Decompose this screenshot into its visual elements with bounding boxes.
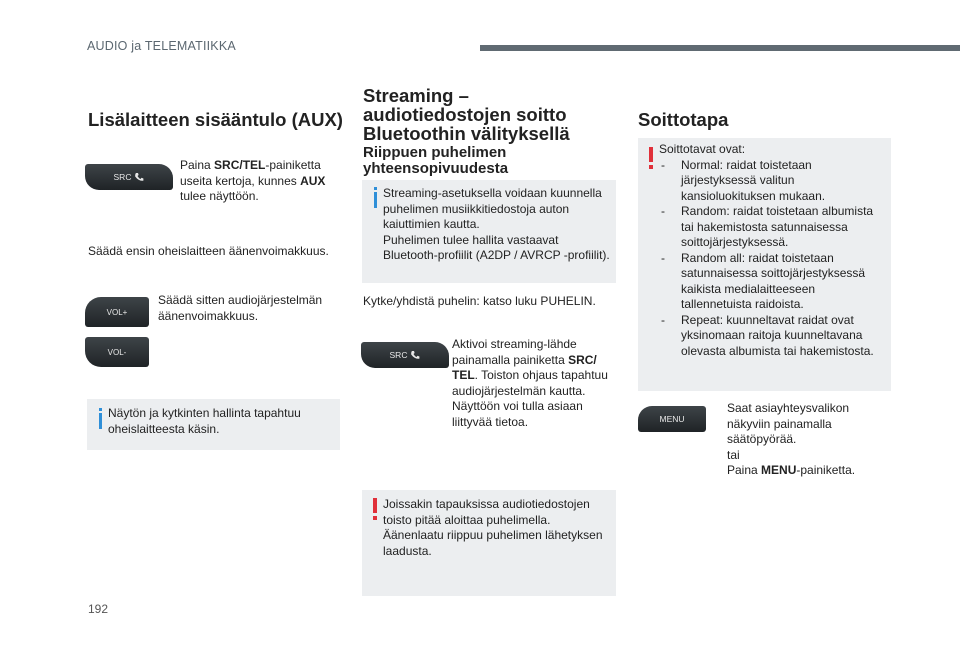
section-header: AUDIO ja TELEMATIIKKA <box>87 39 236 53</box>
aux-step1-text: Paina SRC/TEL-painiketta useita kertoja, kunnes AUX tulee näyttöön. <box>180 158 326 203</box>
src-tel-button-2 <box>361 342 449 368</box>
page-number: 192 <box>88 602 109 616</box>
list-item: - Random: raidat toistetaan albumista tai hakemistosta satunnaisessa soittojärjestyksessä. <box>659 204 887 251</box>
src-button-label-2: SRC <box>389 350 408 360</box>
warning-icon <box>649 147 653 162</box>
list-item: - Random all: raidat toistetaan satunnaisessa soittojärjestyksessä kaikista medialaitteeseen tallennetuista raidoista. <box>659 251 887 313</box>
play-mode-intro: Soittotavat ovat: <box>659 142 746 156</box>
streaming-info-text: Streaming-asetuksella voidaan kuunnella puhelimen musiikkitiedostoja auton kaiuttimien kautta. Puhelimen tulee hallita vastaavat Bluetooth-profiilit (A2DP / AVRCP -profiilit). <box>383 186 610 262</box>
aux-info-text: Näytön ja kytkinten hallinta tapahtuu oheislaitteesta käsin. <box>108 406 301 436</box>
vol-minus-label: VOL- <box>107 347 127 357</box>
streaming-info-box <box>362 180 616 283</box>
phone-icon <box>134 172 144 182</box>
menu-instructions-text: Saat asiayhteysvalikon näkyviin painamalla säätöpyörää. tai Paina MENU-painiketta. <box>727 401 856 477</box>
src-tel-button <box>85 164 173 190</box>
vol-plus-label: VOL+ <box>106 307 128 317</box>
warning-icon <box>373 498 377 513</box>
streaming-connect-text: Kytke/yhdistä puhelin: katso luku PUHELIN. <box>363 294 596 308</box>
streaming-warning-box <box>362 490 616 596</box>
phone-icon <box>410 350 420 360</box>
streaming-subtitle: Riippuen puhelimen yhteensopivuudesta <box>363 144 509 177</box>
play-mode-list <box>659 142 887 359</box>
aux-step2-text: Säädä ensin oheislaitteen äänenvoimakkuus. <box>88 244 329 258</box>
play-mode-warning-box <box>638 138 891 391</box>
info-icon <box>99 413 102 429</box>
streaming-warning-text: Joissakin tapauksissa audiotiedostojen toisto pitää aloittaa puhelimella. Äänenlaatu riippuu puhelimen lähetyksen laadusta. <box>383 497 603 558</box>
aux-step3-text: Säädä sitten audiojärjestelmän äänenvoimakkuus. <box>158 293 323 323</box>
info-icon <box>374 192 377 208</box>
vol-plus-button <box>85 297 149 327</box>
streaming-title: Streaming – audiotiedostojen soitto Bluetoothin välityksellä <box>363 85 570 144</box>
aux-info-box <box>87 399 340 450</box>
src-button-label: SRC <box>113 172 132 182</box>
vol-minus-button <box>85 337 149 367</box>
menu-button <box>638 406 706 432</box>
aux-title: Lisälaitteen sisääntulo (AUX) <box>88 109 343 130</box>
list-item: - Repeat: kuunneltavat raidat ovat yksinomaan raitoja kuunneltavana olevasta albumista tai hakemistosta. <box>659 313 887 360</box>
menu-button-label: MENU <box>659 414 685 424</box>
play-mode-title: Soittotapa <box>638 109 729 130</box>
list-item: - Normal: raidat toistetaan järjestyksessä valitun kansioluokituksen mukaan. <box>659 158 887 205</box>
play-mode-items <box>659 158 887 360</box>
header-bar <box>480 45 960 51</box>
streaming-activate-text: Aktivoi streaming-lähde painamalla painiketta SRC/ TEL. Toiston ohjaus tapahtuu audiojärjestelmän kautta. Näyttöön voi tulla asiaan liittyvää tietoa. <box>452 337 608 429</box>
